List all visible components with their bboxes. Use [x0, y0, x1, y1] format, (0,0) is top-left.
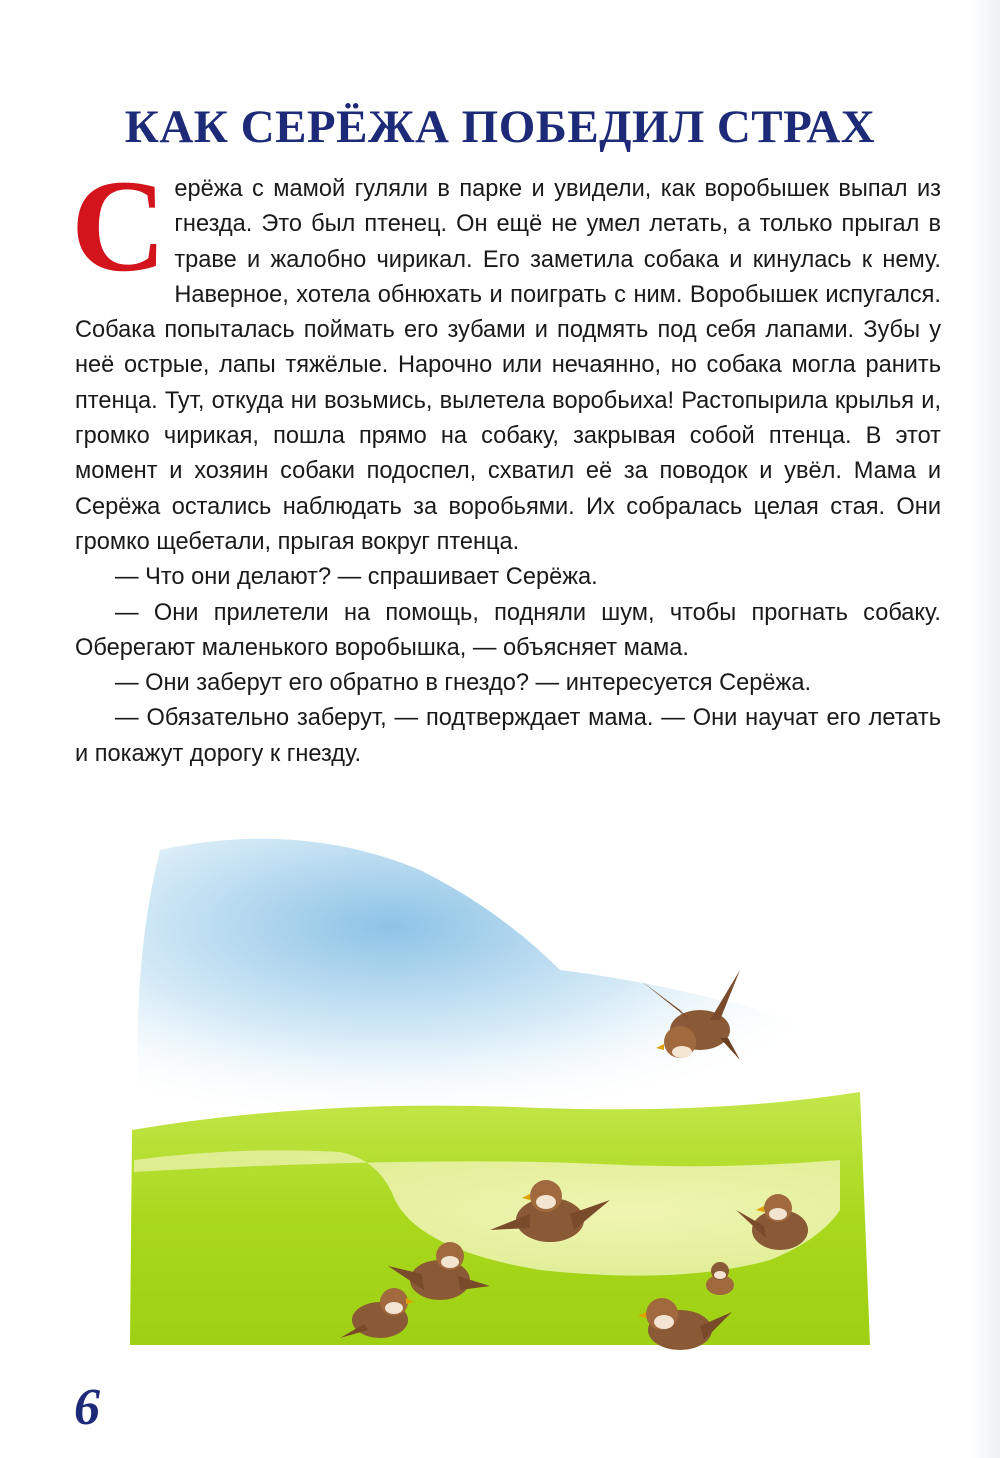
paragraph-1	[71, 152, 941, 560]
paragraph-3: — Они прилетели на помощь, подняли шум, чтобы прогнать собаку. Оберегают маленького воробышка, — объясняет мама.	[75, 599, 941, 661]
paragraph-5: — Обязательно заберут, — подтверждает мама. — Они научат его летать и покажут дорогу к гнезду.	[75, 705, 941, 767]
paragraph-4: — Они заберут его обратно в гнездо? — интересуется Серёжа.	[115, 670, 812, 697]
paragraph-1-text: ерёжа с мамой гуляли в парке и увидели, как воробышек выпал из гнезда. Это был птенец. Он ещё не умел летать, а только прыгал в траве и жалобно чирикал. Его заметила собака и кинулась к нему. Наверное, хотела обнюхать и поиграть с ним. Воробышек испугался. Собака попыталась поймать его зубами и подмять под себя лапами. Зубы у неё острые, лапы тяжёлые. Нарочно или нечаянно, но собака могла ранить птенца. Тут, откуда ни возьмись, вылетела воробьиха! Растопырила крылья и, громко чирикая, пошла прямо на собаку, закрывая собой птенца. В этот момент и хозяин собаки подоспел, схватил её за поводок и увёл. Мама и Серёжа остались наблюдать за воробьями. Их собралась целая стая. Они громко щебетали, прыгая вокруг птенца.	[75, 176, 941, 555]
sparrows-illustration	[120, 830, 880, 1350]
story-text	[71, 152, 941, 772]
page-title: КАК СЕРЁЖА ПОБЕДИЛ СТРАХ	[124, 101, 876, 153]
paragraph-2: — Что они делают? — спрашивает Серёжа.	[115, 564, 598, 591]
drop-cap: С	[71, 152, 167, 299]
page-edge	[970, 0, 1000, 1458]
page-number: 6	[74, 1379, 100, 1436]
sky-icon	[138, 839, 861, 1130]
